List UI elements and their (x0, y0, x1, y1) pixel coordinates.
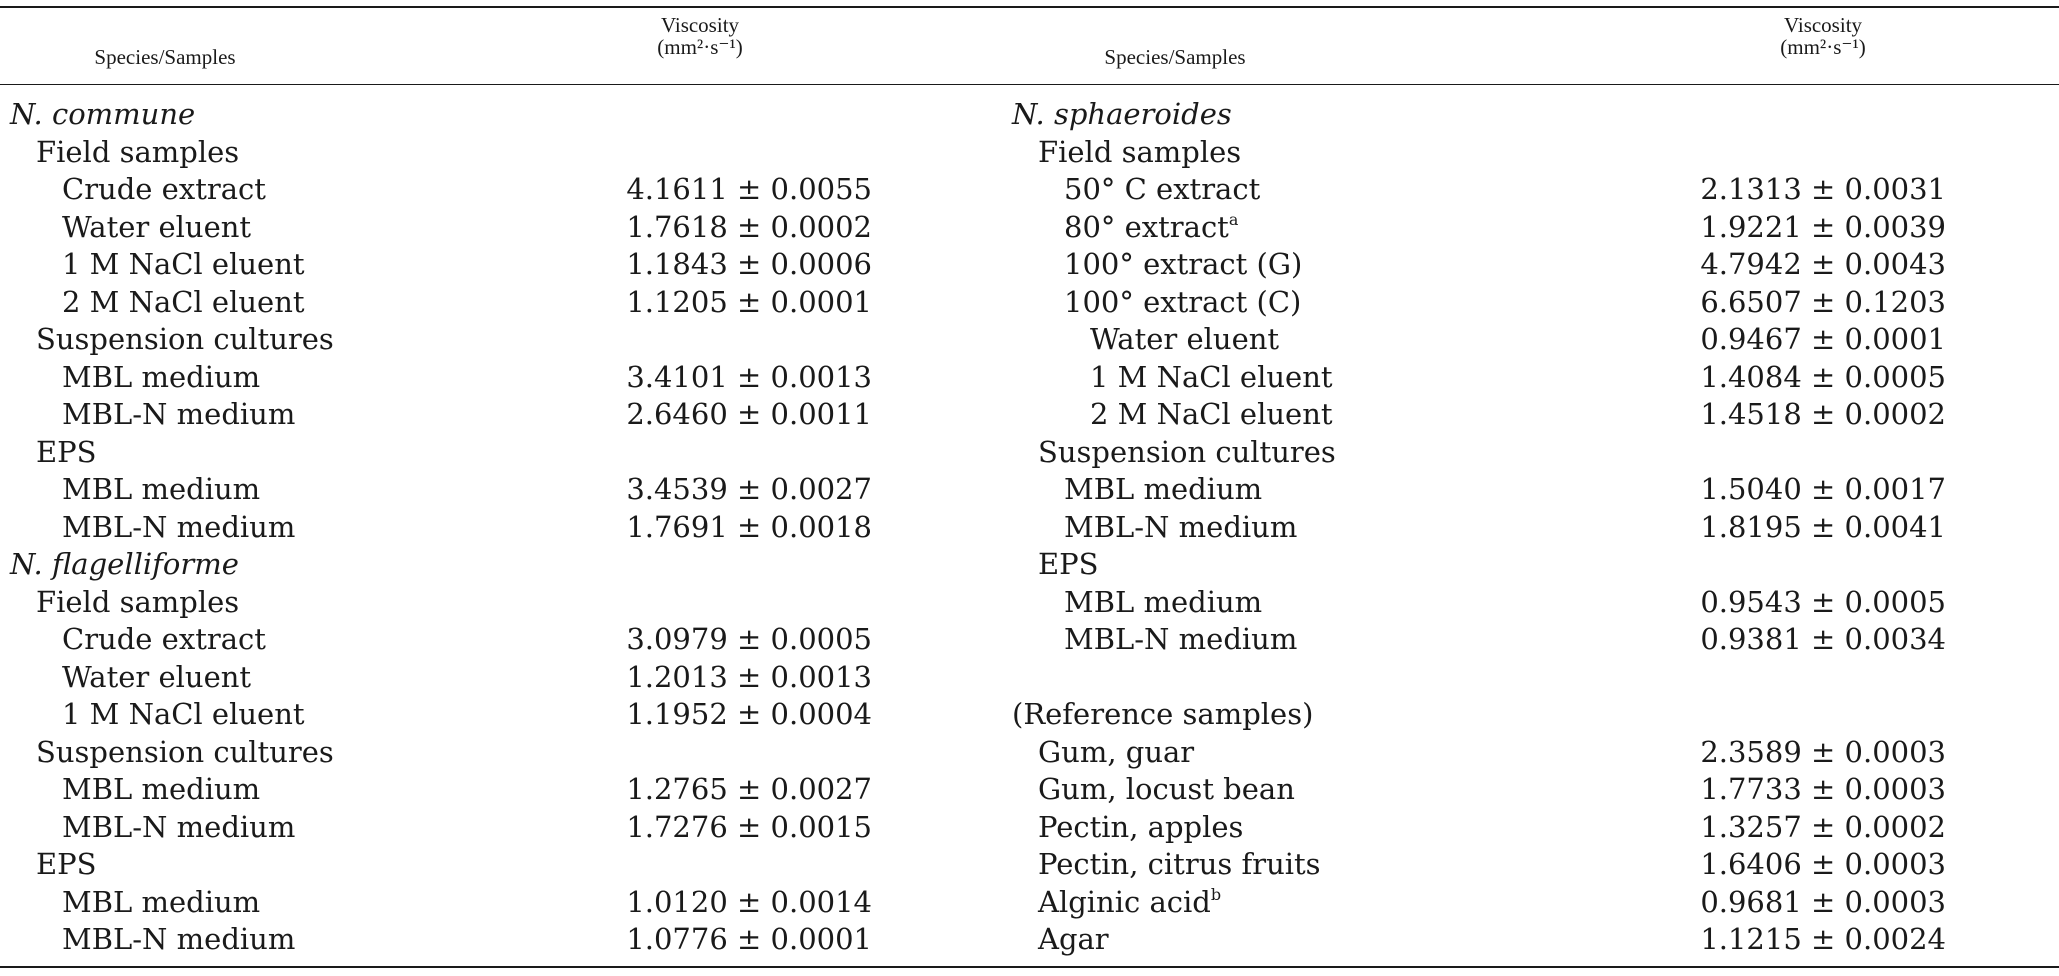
viscosity-value: 4.7942 ± 0.0043 (1700, 247, 1946, 281)
viscosity-value: 1.5040 ± 0.0017 (1700, 472, 1946, 506)
group-label: Suspension cultures (1038, 434, 1336, 469)
table-row (10, 321, 872, 359)
top-rule (0, 6, 2059, 8)
sample-label: 1 M NaCl eluent (1090, 359, 1333, 394)
table-row (1012, 884, 1946, 922)
table-row (1012, 584, 1946, 622)
sample-label: Water eluent (1090, 322, 1280, 356)
viscosity-value: 3.4101 ± 0.0013 (626, 359, 872, 394)
table-row (10, 171, 872, 209)
sample-label: 2 M NaCl eluent (62, 284, 305, 319)
viscosity-value: 1.1215 ± 0.0024 (1700, 922, 1946, 956)
table-row (10, 134, 872, 172)
footnote-marker: a (1228, 209, 1239, 229)
viscosity-value: 1.0776 ± 0.0001 (626, 922, 872, 956)
sample-label: MBL medium (62, 884, 261, 919)
sample-label: MBL-N medium (62, 809, 296, 844)
table-row (10, 546, 872, 584)
sample-label: MBL-N medium (62, 397, 296, 431)
table-row (10, 659, 872, 697)
species-name: N. commune (10, 97, 196, 131)
table-row (1012, 434, 1946, 472)
sample-label: 2 M NaCl eluent (1090, 397, 1333, 431)
group-label: Suspension cultures (36, 322, 334, 356)
left-column (10, 96, 872, 959)
sample-label: 50° C extract (1064, 172, 1261, 206)
table-row (1012, 734, 1946, 772)
table-row (1012, 134, 1946, 172)
table-row (10, 246, 872, 284)
header-right-viscosity-unit: (mm²·s⁻¹) (1780, 35, 1866, 59)
sample-label: MBL medium (1064, 472, 1263, 506)
table-row (1012, 696, 1946, 734)
header-right-species (1065, 46, 1285, 68)
table-row (1012, 546, 1946, 584)
table-row (1012, 321, 1946, 359)
table-row (1012, 809, 1946, 847)
reference-heading: (Reference samples) (1012, 697, 1314, 731)
table-row (1012, 471, 1946, 509)
group-label: EPS (36, 434, 97, 469)
table-row (10, 771, 872, 809)
sample-label: Crude extract (62, 172, 266, 206)
viscosity-value: 1.0120 ± 0.0014 (626, 884, 872, 919)
group-label: EPS (1038, 547, 1099, 581)
header-rule (0, 84, 2059, 85)
table-row (10, 434, 872, 472)
group-label: Suspension cultures (36, 734, 334, 769)
table-row (1012, 621, 1946, 659)
table-row (10, 584, 872, 622)
viscosity-value: 1.7276 ± 0.0015 (626, 809, 872, 844)
viscosity-value: 0.9543 ± 0.0005 (1700, 584, 1946, 619)
sample-label: Water eluent (62, 659, 252, 694)
viscosity-value: 6.6507 ± 0.1203 (1700, 284, 1946, 319)
viscosity-value: 1.7733 ± 0.0003 (1700, 772, 1946, 806)
right-column (1012, 96, 1946, 959)
viscosity-value: 1.7691 ± 0.0018 (626, 509, 872, 544)
viscosity-value: 2.3589 ± 0.0003 (1700, 734, 1946, 769)
sample-label (1064, 209, 1238, 247)
sample-label: MBL-N medium (1064, 622, 1298, 656)
table-row (10, 359, 872, 397)
group-label: Field samples (36, 134, 240, 169)
table-row (10, 621, 872, 659)
table-row (1012, 246, 1946, 284)
header-right-viscosity-label: Viscosity (1783, 13, 1863, 37)
sample-label-text: 80° extract (1064, 209, 1229, 244)
table-row (1012, 96, 1946, 134)
viscosity-value: 1.7618 ± 0.0002 (626, 209, 872, 244)
footnote-marker: b (1210, 884, 1222, 904)
group-label: Field samples (36, 584, 240, 619)
sample-label: 1 M NaCl eluent (62, 697, 305, 731)
sample-label: MBL medium (62, 772, 261, 806)
species-name: N. sphaeroides (1012, 97, 1232, 131)
viscosity-value: 3.4539 ± 0.0027 (626, 472, 872, 506)
spacer-row (1012, 659, 1946, 697)
table-row (1012, 209, 1946, 247)
viscosity-value: 3.0979 ± 0.0005 (626, 622, 872, 656)
viscosity-value: 4.1611 ± 0.0055 (626, 172, 872, 206)
sample-label (1038, 884, 1221, 922)
header-left-viscosity-unit: (mm²·s⁻¹) (657, 35, 743, 59)
table-row (10, 209, 872, 247)
sample-label: Agar (1038, 922, 1109, 956)
table-row (1012, 171, 1946, 209)
species-name: N. flagelliforme (10, 547, 239, 581)
table-row (1012, 771, 1946, 809)
sample-label-text: Alginic acid (1038, 884, 1211, 919)
table-row (10, 471, 872, 509)
sample-label: Crude extract (62, 622, 266, 656)
viscosity-value: 0.9467 ± 0.0001 (1700, 322, 1946, 356)
table-row (10, 809, 872, 847)
sample-label: MBL-N medium (1064, 509, 1298, 544)
viscosity-value: 2.6460 ± 0.0011 (626, 397, 872, 431)
viscosity-value: 1.4084 ± 0.0005 (1700, 359, 1946, 394)
header-left-viscosity (600, 14, 800, 58)
sample-label: Water eluent (62, 209, 252, 244)
sample-label: 1 M NaCl eluent (62, 247, 305, 281)
sample-label: 100° extract (C) (1064, 284, 1302, 319)
viscosity-value: 0.9681 ± 0.0003 (1700, 884, 1946, 919)
sample-label: 100° extract (G) (1064, 247, 1303, 281)
group-label: EPS (36, 847, 97, 881)
table-row (10, 734, 872, 772)
viscosity-value: 1.6406 ± 0.0003 (1700, 847, 1946, 881)
table-row (1012, 921, 1946, 959)
viscosity-value: 1.1843 ± 0.0006 (626, 247, 872, 281)
header-left-species-label: Species/Samples (94, 45, 236, 69)
sample-label: MBL medium (62, 472, 261, 506)
sample-label: Gum, locust bean (1038, 772, 1295, 806)
viscosity-value: 1.1952 ± 0.0004 (626, 697, 872, 731)
header-left-species (55, 46, 275, 68)
header-right-viscosity (1723, 14, 1923, 58)
sample-label: Gum, guar (1038, 734, 1195, 769)
table-row (10, 509, 872, 547)
table-row (1012, 359, 1946, 397)
sample-label: MBL medium (62, 359, 261, 394)
table-row (10, 884, 872, 922)
group-label: Field samples (1038, 134, 1242, 169)
table-row (10, 396, 872, 434)
table-row (10, 96, 872, 134)
sample-label: Pectin, citrus fruits (1038, 847, 1321, 881)
table-row (10, 921, 872, 959)
viscosity-value: 1.2765 ± 0.0027 (626, 772, 872, 806)
bottom-rule (0, 966, 2059, 968)
viscosity-value: 1.9221 ± 0.0039 (1700, 209, 1946, 244)
sample-label: MBL-N medium (62, 922, 296, 956)
viscosity-value: 1.2013 ± 0.0013 (626, 659, 872, 694)
table-row (1012, 509, 1946, 547)
table-row (10, 696, 872, 734)
table-row (1012, 396, 1946, 434)
header-right-species-label: Species/Samples (1104, 45, 1246, 69)
viscosity-value: 1.8195 ± 0.0041 (1700, 509, 1946, 544)
sample-label: Pectin, apples (1038, 809, 1244, 844)
viscosity-value: 1.1205 ± 0.0001 (626, 284, 872, 319)
viscosity-value: 1.3257 ± 0.0002 (1700, 809, 1946, 844)
table-row (1012, 846, 1946, 884)
viscosity-value: 2.1313 ± 0.0031 (1700, 172, 1946, 206)
sample-label: MBL medium (1064, 584, 1263, 619)
table-row (10, 284, 872, 322)
viscosity-value: 0.9381 ± 0.0034 (1700, 622, 1946, 656)
table-row (1012, 284, 1946, 322)
viscosity-value: 1.4518 ± 0.0002 (1700, 397, 1946, 431)
table-row (10, 846, 872, 884)
sample-label: MBL-N medium (62, 509, 296, 544)
header-left-viscosity-label: Viscosity (660, 13, 740, 37)
